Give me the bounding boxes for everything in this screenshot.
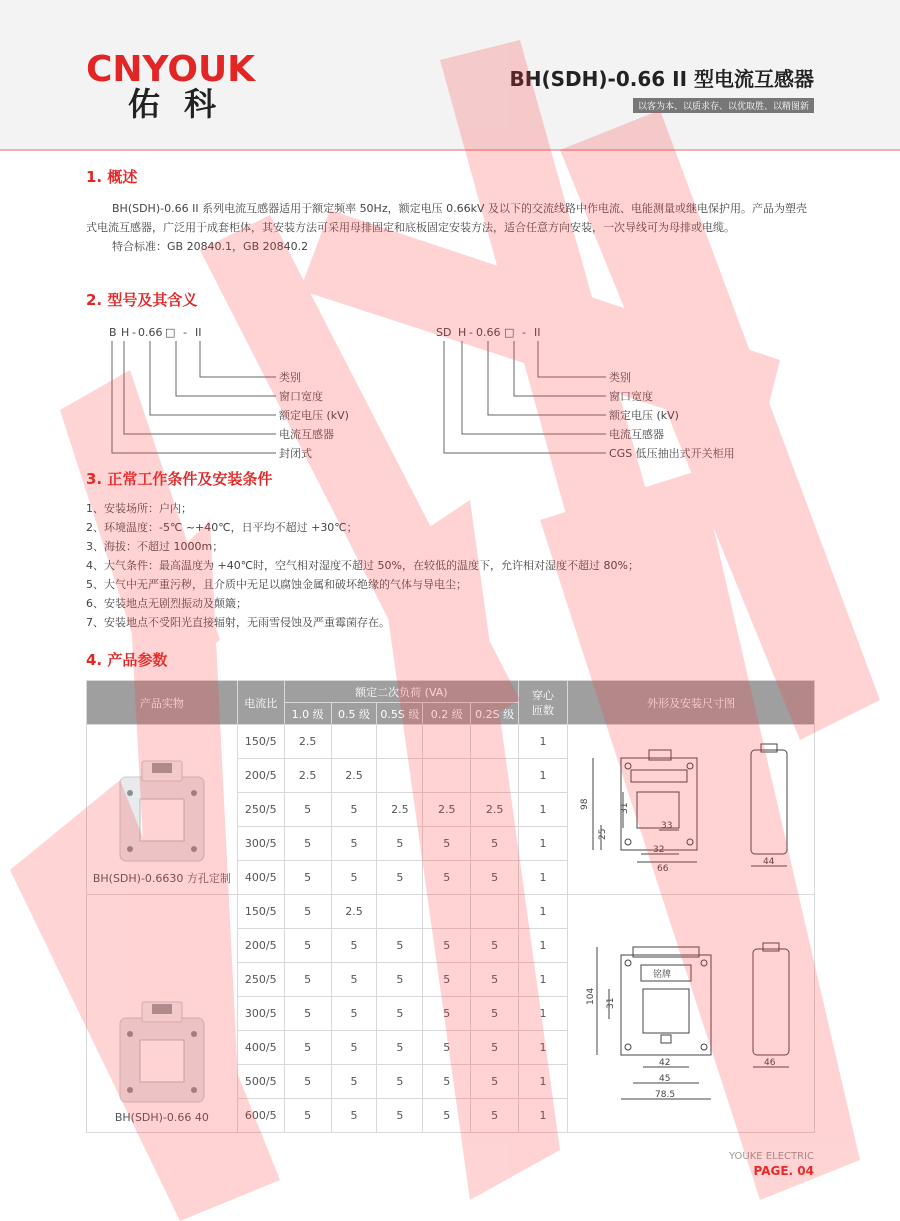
load-cell: 5 [423,861,471,895]
header-class: 0.2 级 [423,703,471,725]
footer-company: YOUKE ELECTRIC [729,1151,814,1162]
load-cell: 5 [331,1031,377,1065]
section-heading-overview: 1. 概述 [86,168,138,186]
condition-item: 1、安装场所：户内； [86,502,192,515]
load-cell: 5 [377,1031,423,1065]
turns-cell: 1 [519,895,568,929]
header-class: 0.2S 级 [471,703,519,725]
load-cell: 5 [284,1031,331,1065]
turns-cell: 1 [519,827,568,861]
load-cell: 5 [284,793,331,827]
code-char: SD [436,326,452,339]
load-cell: 5 [471,929,519,963]
load-cell: 5 [284,1099,331,1133]
dim-label: 33 [660,820,673,831]
model-label: 类别 [279,371,301,384]
load-cell [331,725,377,759]
product-photo [112,759,212,864]
load-cell: 5 [377,1099,423,1133]
code-char: □ [165,326,176,339]
overview-text [86,199,816,256]
code-char: II [195,326,202,339]
load-cell: 5 [423,1031,471,1065]
code-char: II [534,326,541,339]
model-label: 窗口宽度 [279,390,323,403]
standard-line: 特合标准：GB 20840.1，GB 20840.2 [112,240,309,253]
load-cell: 5 [331,861,377,895]
code-char: □ [504,326,515,339]
turns-cell: 1 [519,997,568,1031]
load-cell: 5 [377,929,423,963]
product-name: BH(SDH)-0.66 40 [114,1111,209,1124]
load-cell: 5 [377,997,423,1031]
load-cell: 5 [423,929,471,963]
load-cell: 2.5 [331,759,377,793]
load-cell: 5 [471,1065,519,1099]
load-cell: 5 [423,827,471,861]
dim-label: 44 [762,856,775,867]
load-cell: 5 [377,861,423,895]
ratio-cell: 300/5 [237,997,284,1031]
load-cell [377,725,423,759]
turns-cell: 1 [519,793,568,827]
section-heading-conditions: 3. 正常工作条件及安装条件 [86,470,273,488]
code-char: 0.66 [138,326,163,339]
model-label: 额定电压 (kV) [279,409,349,422]
parameters-table [86,680,815,1133]
logo-text: CNYOUK [86,49,256,90]
dimension-drawing [571,919,811,1109]
dim-label: 104 [585,987,596,1005]
load-cell: 5 [471,1031,519,1065]
model-label: 电流互感器 [609,428,664,441]
document-title: BH(SDH)-0.66 II 型电流互感器 [509,67,814,91]
load-cell: 5 [284,827,331,861]
load-cell: 2.5 [284,759,331,793]
load-cell: 5 [471,963,519,997]
load-cell: 5 [331,827,377,861]
turns-cell: 1 [519,1065,568,1099]
dimension-drawing-cell [567,895,814,1133]
code-char: H [458,326,467,339]
model-label: 封闭式 [279,447,312,460]
load-cell: 5 [471,1099,519,1133]
ratio-cell: 400/5 [237,861,284,895]
ratio-cell: 600/5 [237,1099,284,1133]
load-cell [471,725,519,759]
load-cell: 5 [331,929,377,963]
code-char: - [469,326,473,339]
turns-cell: 1 [519,1099,568,1133]
model-label: 额定电压 (kV) [609,409,679,422]
header-class: 0.5S 级 [377,703,423,725]
code-char: H [121,326,130,339]
turns-cell: 1 [519,929,568,963]
model-label: 类别 [609,371,631,384]
turns-cell: 1 [519,759,568,793]
conditions-list [86,499,639,632]
slogan-badge: 以客为本、以质求存、以优取胜、以精图新 [633,98,814,113]
dim-label: 32 [652,844,665,855]
load-cell: 5 [331,1099,377,1133]
load-cell: 5 [377,963,423,997]
code-char: - [522,326,526,339]
ratio-cell: 400/5 [237,1031,284,1065]
dim-label: 45 [658,1073,671,1084]
dim-label: 78.5 [654,1089,676,1100]
dim-label: 42 [658,1057,671,1068]
section-heading-model: 2. 型号及其含义 [86,291,198,309]
ratio-cell: 250/5 [237,963,284,997]
load-cell [471,759,519,793]
load-cell: 5 [471,827,519,861]
header-turns: 穿心匝数 [519,681,568,725]
ratio-cell: 250/5 [237,793,284,827]
load-cell: 2.5 [377,793,423,827]
condition-item: 4、大气条件：最高温度为 +40℃时，空气相对湿度不超过 50%，在较低的温度下，允许相对湿度不超过 80%； [86,559,639,572]
header-load: 额定二次负荷 (VA) [284,681,518,703]
load-cell: 2.5 [423,793,471,827]
condition-item: 6、安装地点无剧烈振动及颠簸； [86,597,247,610]
condition-item: 3、海拔：不超过 1000m； [86,540,224,553]
load-cell [423,895,471,929]
load-cell: 5 [284,1065,331,1099]
load-cell: 5 [284,997,331,1031]
load-cell: 5 [423,963,471,997]
load-cell: 5 [377,1065,423,1099]
product-photo [112,1000,212,1105]
model-label: 窗口宽度 [609,390,653,403]
dim-label: 46 [763,1057,776,1068]
load-cell: 2.5 [284,725,331,759]
load-cell: 5 [331,1065,377,1099]
load-cell: 5 [423,997,471,1031]
header-dims: 外形及安装尺寸图 [567,681,814,725]
code-char: 0.66 [476,326,501,339]
model-designation-diagram [86,320,816,468]
load-cell: 5 [423,1065,471,1099]
dim-label: 31 [619,802,630,814]
dim-label: 31 [605,997,616,1009]
footer-page-number: PAGE. 04 [753,1164,814,1178]
header-divider [0,149,900,151]
model-label: CGS 低压抽出式开关柜用 [609,447,735,460]
dimension-drawing-cell [567,725,814,895]
ratio-cell: 200/5 [237,759,284,793]
load-cell [423,725,471,759]
ratio-cell: 150/5 [237,895,284,929]
condition-item: 2、环境温度：-5℃ ~+40℃，日平均不超过 +30℃； [86,521,358,534]
load-cell: 5 [423,1099,471,1133]
overview-paragraph: BH(SDH)-0.66 II 系列电流互感器适用于额定频率 50Hz，额定电压 0.66kV 及以下的交流线路中作电流、电能测量或继电保护用。产品为塑壳式电流互感器，广泛用于成套柜体，其安装方法可采用母排固定和底板固定安装方法，适合任意方向安装，一次导线可为母排或电缆。 [86,202,807,234]
product-cell [87,725,238,895]
table-row [87,725,815,759]
nameplate-label: 铭牌 [652,969,671,980]
load-cell: 5 [284,929,331,963]
dim-label: 25 [597,828,608,840]
load-cell: 5 [331,997,377,1031]
condition-item: 5、大气中无严重污秽，且介质中无足以腐蚀金属和破坏绝缘的气体与导电尘； [86,578,467,591]
code-char: - [132,326,136,339]
section-heading-parameters: 4. 产品参数 [86,651,168,669]
load-cell: 5 [284,861,331,895]
turns-cell: 1 [519,725,568,759]
table-row [87,895,815,929]
code-char: - [183,326,187,339]
header-class: 1.0 级 [284,703,331,725]
condition-item: 7、安装地点不受阳光直接辐射，无雨雪侵蚀及严重霉菌存在。 [86,616,390,629]
turns-cell: 1 [519,963,568,997]
load-cell [423,759,471,793]
header-product: 产品实物 [87,681,238,725]
ratio-cell: 300/5 [237,827,284,861]
dimension-drawing [571,730,811,890]
logo-chinese: 佑科 [128,85,241,123]
load-cell: 5 [331,793,377,827]
product-name: BH(SDH)-0.6630 方孔定制 [92,872,231,885]
load-cell: 2.5 [331,895,377,929]
ratio-cell: 200/5 [237,929,284,963]
load-cell [471,895,519,929]
load-cell: 5 [331,963,377,997]
load-cell: 5 [284,963,331,997]
product-cell [87,895,238,1133]
load-cell: 5 [471,861,519,895]
load-cell: 5 [471,997,519,1031]
ratio-cell: 150/5 [237,725,284,759]
dim-label: 98 [579,798,590,810]
turns-cell: 1 [519,861,568,895]
load-cell: 5 [284,895,331,929]
turns-cell: 1 [519,1031,568,1065]
code-char: B [109,326,117,339]
ratio-cell: 500/5 [237,1065,284,1099]
model-label: 电流互感器 [279,428,334,441]
load-cell: 5 [377,827,423,861]
load-cell [377,759,423,793]
dim-label: 66 [656,863,669,874]
header-class: 0.5 级 [331,703,377,725]
header-ratio: 电流比 [237,681,284,725]
load-cell [377,895,423,929]
load-cell: 2.5 [471,793,519,827]
